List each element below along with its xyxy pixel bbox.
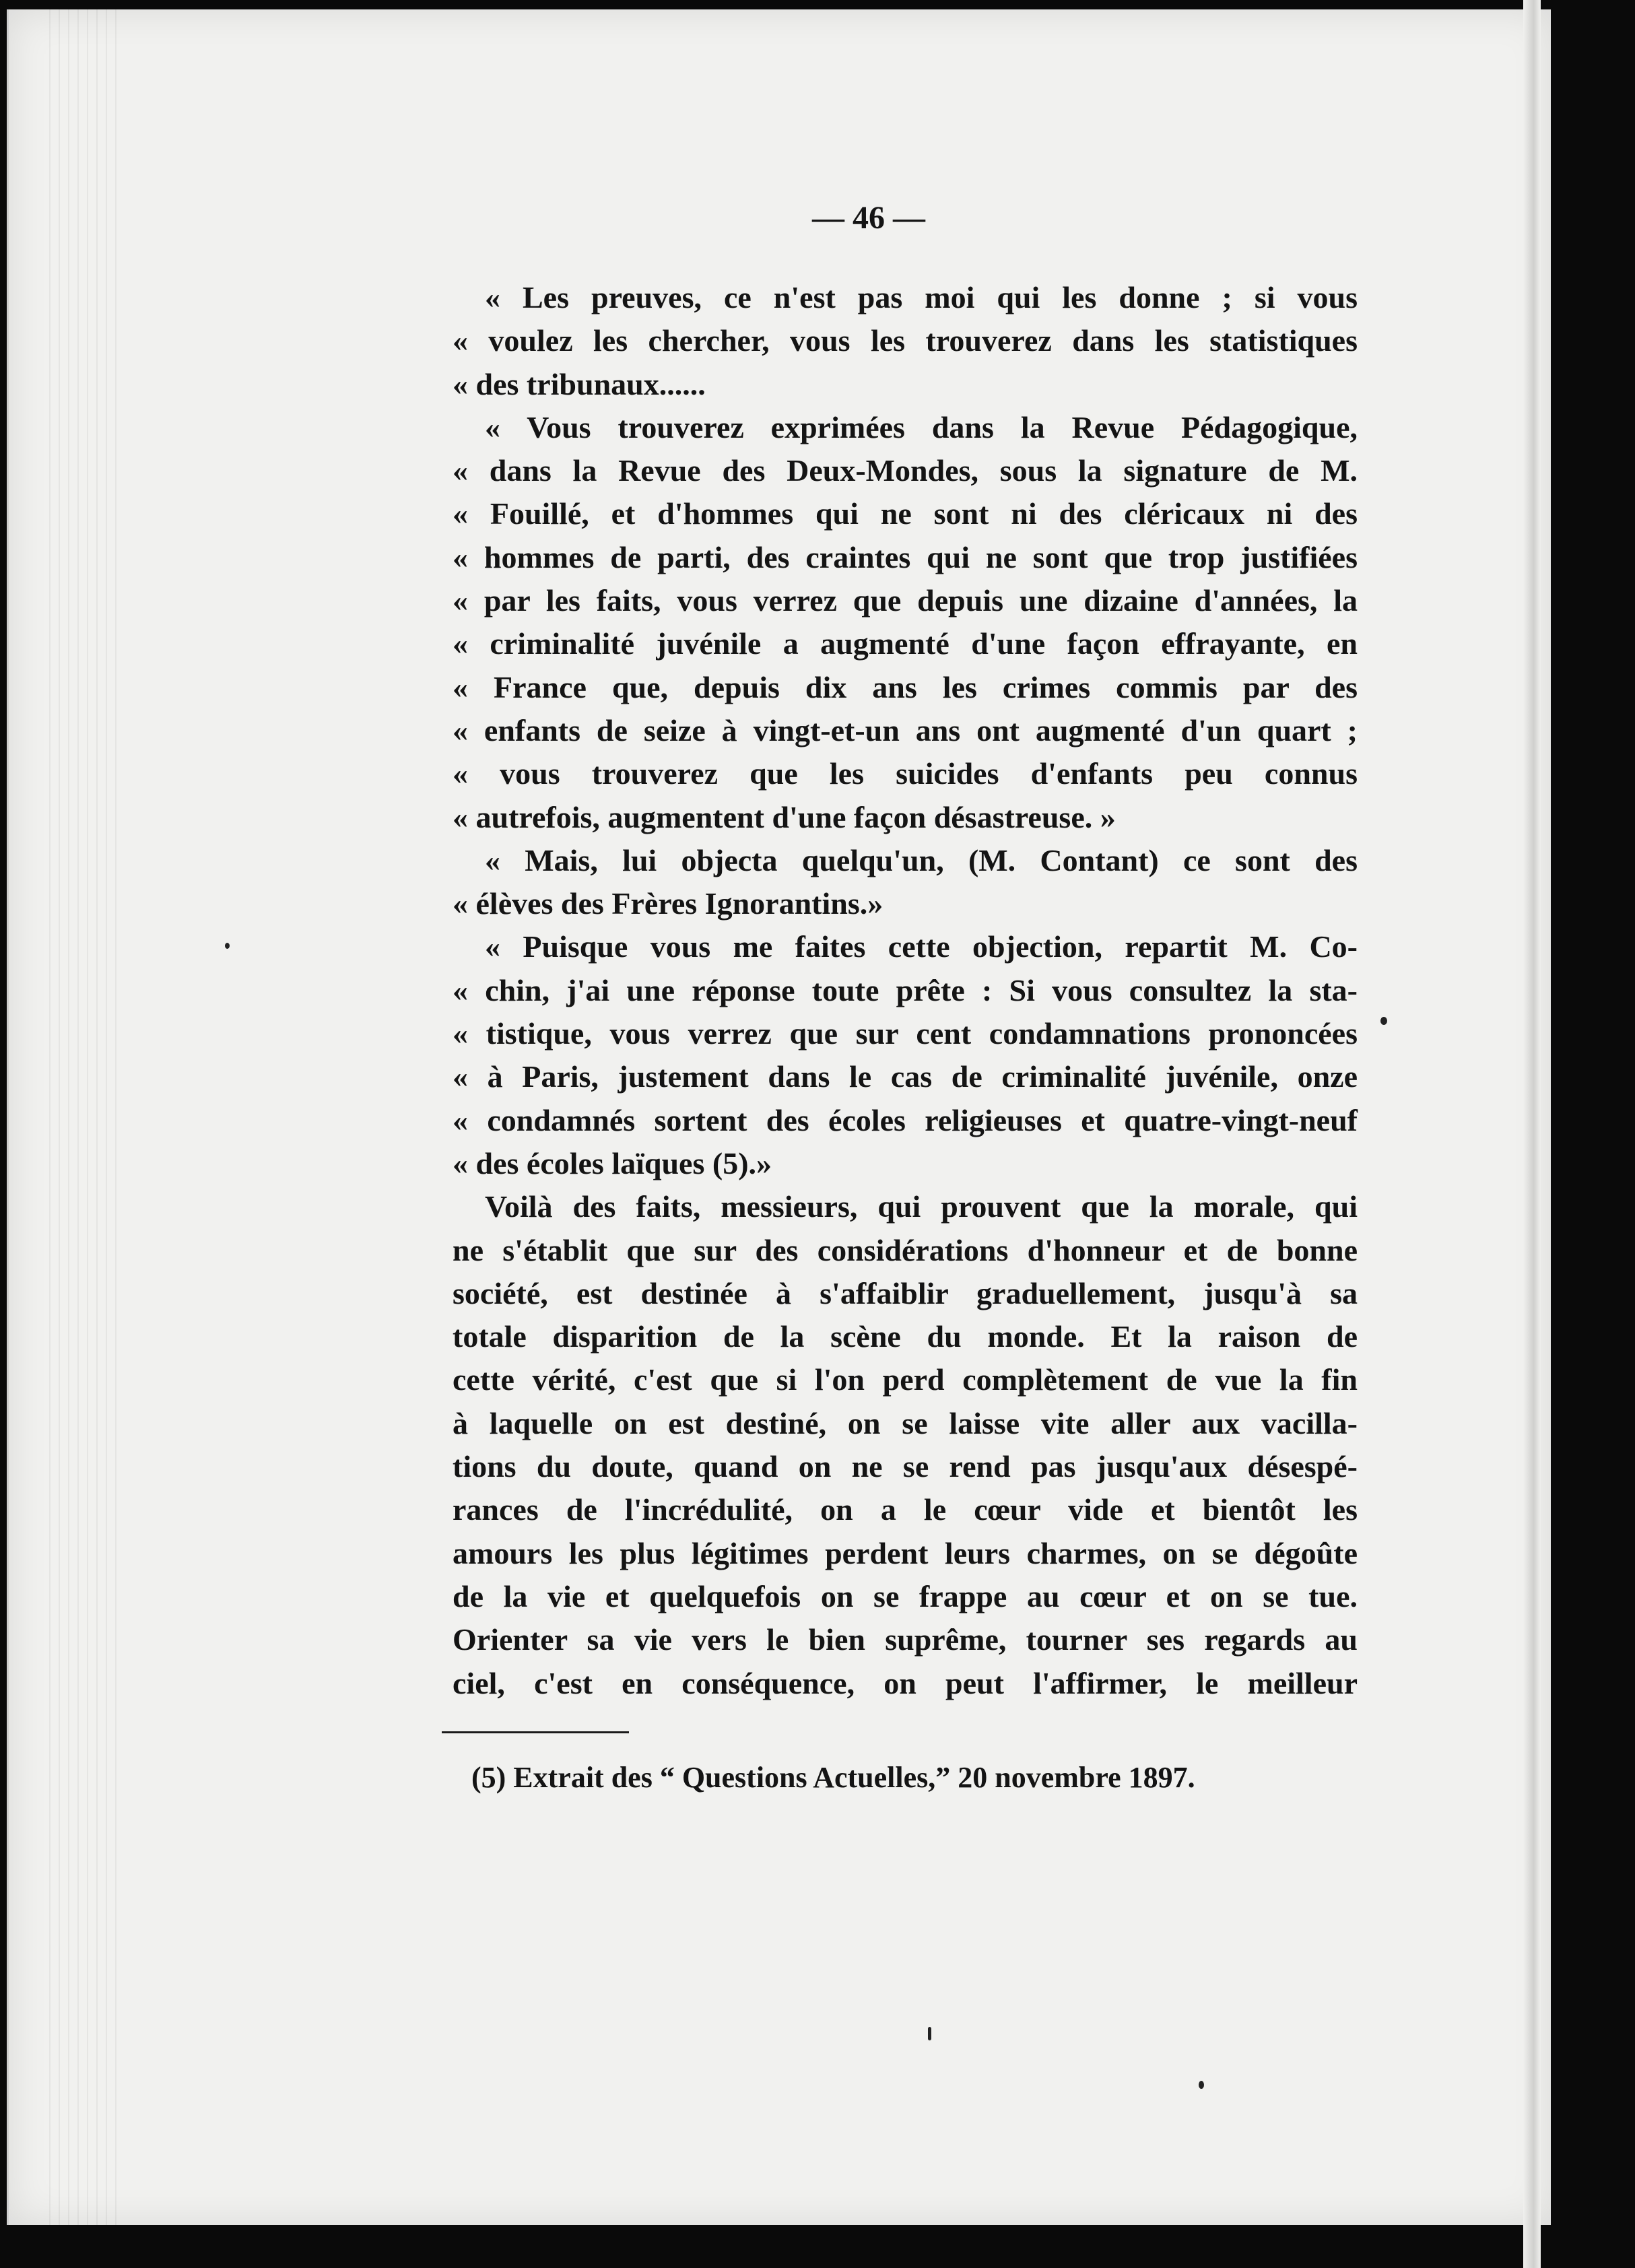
text-line: « Fouillé, et d'hommes qui ne sont ni des cléricaux ni des [453,496,1358,531]
text-line: « tistique, vous verrez que sur cent condamnations prononcées [453,1016,1358,1051]
book-spine [1523,0,1541,2268]
text-line: tions du doute, quand on ne se rend pas jusqu'aux désespé- [453,1449,1358,1484]
text-line: « hommes de parti, des craintes qui ne sont que trop justifiées [453,539,1358,574]
text-line: « enfants de seize à vingt-et-un ans ont augmenté d'un quart ; [453,712,1358,747]
text-line: « criminalité juvénile a augmenté d'une façon effrayante, en [453,626,1358,661]
text-line: ciel, c'est en conséquence, on peut l'affirmer, le meilleur [453,1665,1358,1700]
text-line: « par les faits, vous verrez que depuis une dizaine d'années, la [453,583,1358,618]
ink-speck [225,943,230,949]
text-line: « élèves des Frères Ignorantins.» [453,886,883,921]
text-line: « à Paris, justement dans le cas de criminalité juvénile, onze [453,1059,1358,1094]
footnote-rule [442,1731,629,1733]
text-line: « Les preuves, ce n'est pas moi qui les donne ; si vous [485,280,1358,314]
text-line: « des tribunaux...... [453,366,706,401]
text-line: Voilà des faits, messieurs, qui prouvent que la morale, qui [485,1189,1358,1224]
text-line: ne s'établit que sur des considérations d'honneur et de bonne [453,1232,1358,1267]
text-line: « chin, j'ai une réponse toute prête : Si vous consultez la sta- [453,972,1358,1007]
text-line: « Mais, lui objecta quelqu'un, (M. Contant) ce sont des [485,842,1358,877]
text-line: « vous trouverez que les suicides d'enfants peu connus [453,756,1358,791]
text-line: amours les plus légitimes perdent leurs charmes, on se dégoûte [453,1535,1358,1570]
footnote: (5) Extrait des “ Questions Actuelles,” 20 novembre 1897. [471,1761,1195,1794]
ink-speck [928,2027,931,2040]
text-line: cette vérité, c'est que si l'on perd complètement de vue la fin [453,1362,1358,1397]
text-line: « autrefois, augmentent d'une façon désastreuse. » [453,799,1116,834]
ink-speck [1199,2081,1204,2089]
text-line: Orienter sa vie vers le bien suprême, tourner ses regards au [453,1622,1358,1657]
page-number: — 46 — [812,200,925,236]
text-line: société, est destinée à s'affaiblir graduellement, jusqu'à sa [453,1275,1358,1310]
text-line: « Vous trouverez exprimées dans la Revue Pédagogique, [485,409,1358,444]
text-line: de la vie et quelquefois on se frappe au cœur et on se tue. [453,1578,1358,1613]
text-line: « des écoles laïques (5).» [453,1145,772,1180]
body-text [442,276,1358,1705]
text-line: totale disparition de la scène du monde. Et la raison de [453,1319,1358,1354]
text-line: « voulez les chercher, vous les trouverez dans les statistiques [453,323,1358,358]
text-line: « dans la Revue des Deux-Mondes, sous la signature de M. [453,453,1358,488]
text-line: à laquelle on est destiné, on se laisse vite aller aux vacilla- [453,1405,1358,1440]
text-line: « condamnés sortent des écoles religieuses et quatre-vingt-neuf [453,1102,1358,1137]
page-edge-shadow [49,9,116,2232]
ink-speck [1380,1017,1387,1025]
text-line: « France que, depuis dix ans les crimes commis par des [453,669,1358,704]
text-line: rances de l'incrédulité, on a le cœur vide et bientôt les [453,1492,1358,1527]
text-line: « Puisque vous me faites cette objection, repartit M. Co- [485,929,1358,964]
